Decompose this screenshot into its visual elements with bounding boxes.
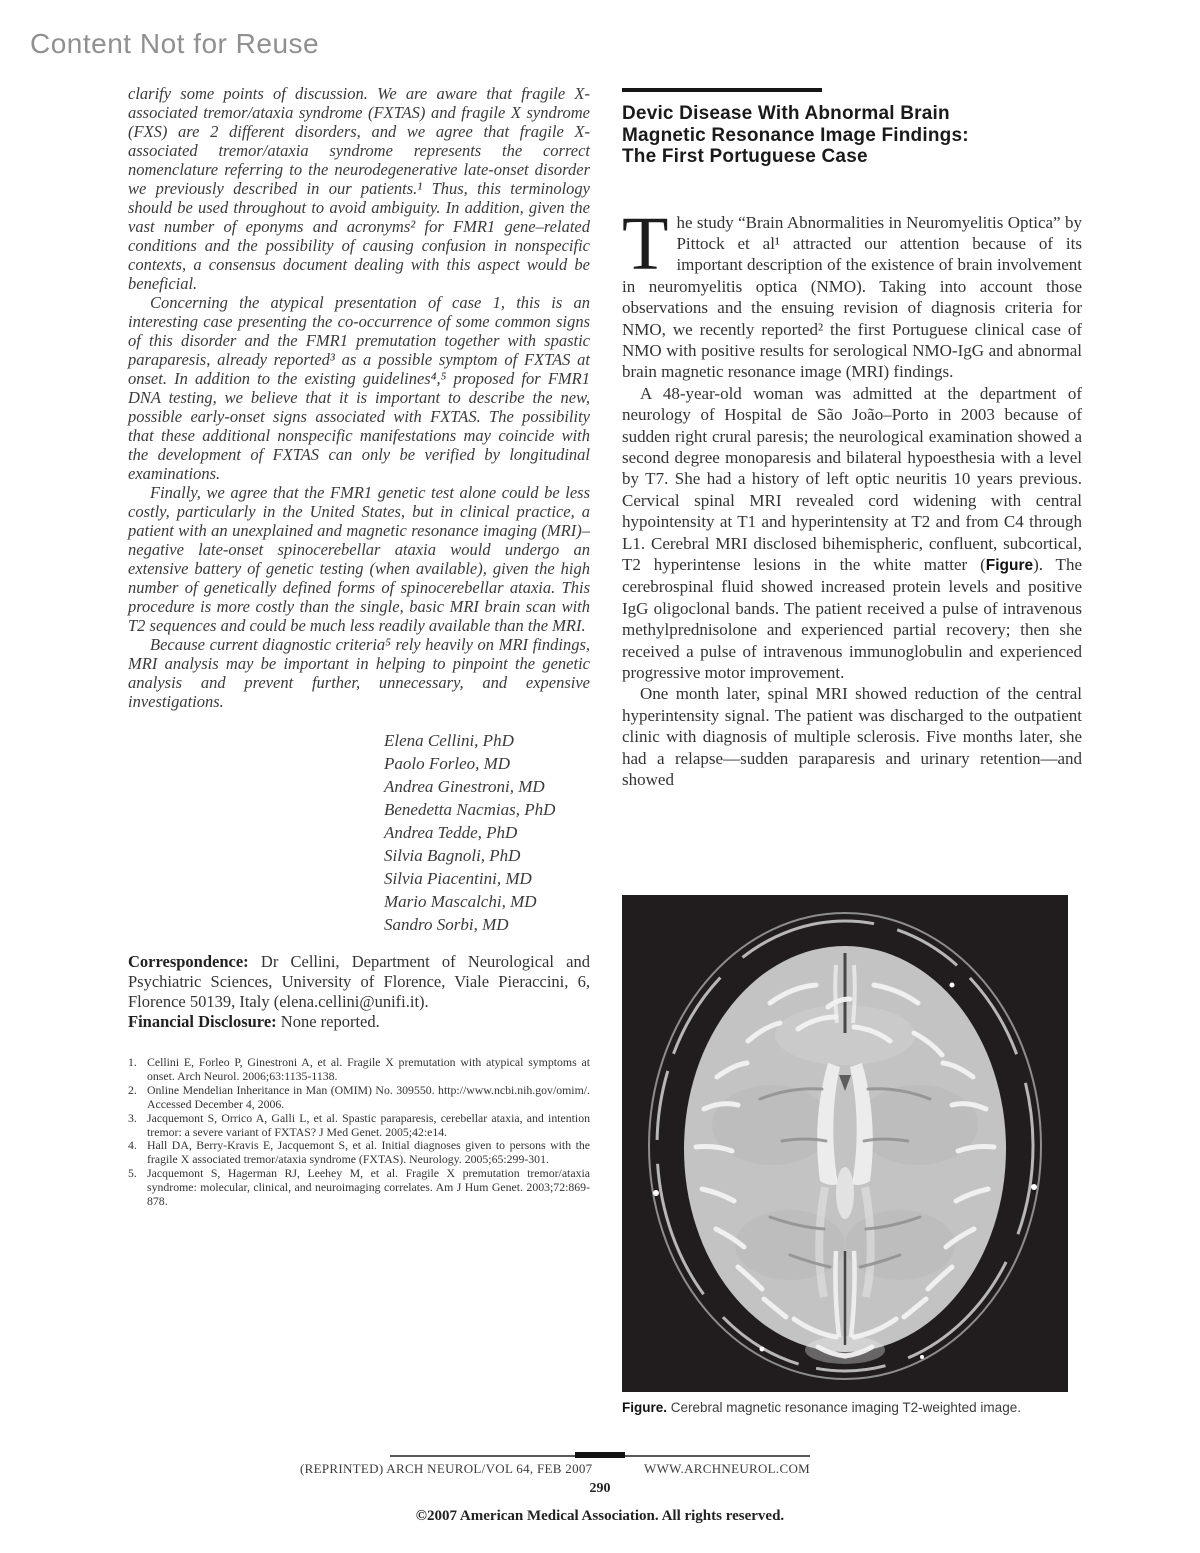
article-title: Devic Disease With Abnormal Brain Magnetic Resonance Image Findings: The First Portuguese Case bbox=[622, 103, 969, 167]
author-name: Benedetta Nacmias, PhD bbox=[384, 800, 556, 819]
reference-list bbox=[128, 1056, 590, 1209]
left-paragraph-1: clarify some points of discussion. We are aware that fragile X-associated tremor/ataxia syndrome (FXTAS) and fragile X syndrome (FXS) are 2 different disorders, and we agree that fragile X-associated tremor/ataxia syndrome represents the correct nomenclature referring to the neurodegenerative late-onset disorder we previously described in our patients.¹ Thus, this terminology should be used throughout to avoid ambiguity. In addition, given the vast number of eponyms and acronyms² for FMR1 gene–related conditions and the possibility of causing confusion in nonspecific contexts, a consensus document dealing with this aspect would be beneficial. bbox=[128, 84, 590, 293]
correspondence-text: Dr Cellini, Department of Neurological and Psychiatric Sciences, University of Florence, Viale Pieraccini, 6, Florence 50139, Italy (elena.cellini@unifi.it). bbox=[128, 952, 590, 1011]
reference-item bbox=[128, 1112, 590, 1140]
reference-text: Jacquemont S, Orrico A, Galli L, et al. Spastic paraparesis, cerebellar ataxia, and intention tremor: a severe variant of FXTAS? J Med Genet. 2005;42:e14. bbox=[147, 1110, 590, 1139]
drop-cap: T bbox=[622, 201, 669, 286]
followup-paragraph: One month later, spinal MRI showed reduction of the central hyperintensity signal. The patient was discharged to the outpatient clinic with diagnosis of multiple sclerosis. Five months later, she had a relapse—sudden paraparesis and urinary retention—and showed bbox=[622, 684, 1082, 790]
financial-disclosure-label: Financial Disclosure: bbox=[128, 1012, 277, 1031]
figure-caption bbox=[622, 1400, 1082, 1415]
content-not-for-reuse-watermark: Content Not for Reuse bbox=[30, 28, 320, 59]
mri-brain-image bbox=[622, 895, 1068, 1392]
figure-caption-label: Figure. bbox=[622, 1400, 668, 1415]
reference-text: Jacquemont S, Hagerman RJ, Leehey M, et al. Fragile X premutation tremor/ataxia syndrome: molecular, clinical, and neuroimaging correlates. Am J Hum Genet. 2003;72:869-878. bbox=[147, 1166, 590, 1209]
footer-rule-dark-segment bbox=[575, 1452, 625, 1458]
correspondence-block bbox=[128, 952, 590, 1032]
left-paragraph-2: Concerning the atypical presentation of case 1, this is an interesting case presenting the co-occurrence of some common signs of this disorder and the FMR1 premutation together with spastic paraparesis, already reported³ as a possible symptom of FXTAS at onset. In addition to the existing guidelines⁴,⁵ proposed for FMR1 DNA testing, we believe that it is important to describe the new, possible early-onset signs associated with FXTAS. The possibility that these additional nonspecific manifestations may coincide with the development of FXTAS can only be verified by longitudinal examinations. bbox=[128, 293, 590, 483]
page-number: 290 bbox=[589, 1481, 611, 1496]
reference-number: 1. bbox=[128, 1055, 137, 1069]
correspondence-label: Correspondence: bbox=[128, 952, 249, 971]
reference-item bbox=[128, 1139, 590, 1167]
case-text-after-figure: ). The cerebrospinal fluid showed increased protein levels and positive IgG oligoclonal bands. The patient received a pulse of intravenous methylprednisolone and experienced partial recovery; then she received a pulse of intravenous immunoglobulin and experienced progressive motor improvement. bbox=[622, 555, 1082, 683]
author-name: Andrea Tedde, PhD bbox=[384, 823, 518, 842]
author-name: Andrea Ginestroni, MD bbox=[384, 777, 545, 796]
right-column bbox=[622, 88, 1082, 790]
footer-rule bbox=[390, 1455, 810, 1457]
left-column bbox=[128, 84, 590, 1209]
left-paragraph-4: Because current diagnostic criteria⁵ rely heavily on MRI findings, MRI analysis may be important in helping to pinpoint the genetic analysis and prevent further, unnecessary, and expensive investigations. bbox=[128, 635, 590, 711]
reference-item bbox=[128, 1167, 590, 1209]
left-paragraph-3: Finally, we agree that the FMR1 genetic test alone could be less costly, particularly in the United States, but in clinical practice, a patient with an unexplained and magnetic resonance imaging (MRI)–negative late-onset spinocerebellar ataxia would undergo an extensive battery of genetic testing (when available), given the high number of genetically defined forms of spinocerebellar ataxia. This procedure is more costly than the single, basic MRI brain scan with T2 sequences and could be much less readily available than the MRI. bbox=[128, 483, 590, 635]
reference-number: 3. bbox=[128, 1110, 137, 1125]
figure-panel bbox=[622, 895, 1068, 1392]
reference-item bbox=[128, 1056, 590, 1084]
footer-website-text: WWW.ARCHNEUROL.COM bbox=[644, 1461, 810, 1476]
reference-item bbox=[128, 1084, 590, 1112]
case-text-before-figure: A 48-year-old woman was admitted at the department of neurology of Hospital de São João–Porto in 2003 because of sudden right crural paresis; the neurological examination showed a second degree monoparesis and bilateral hypoesthesia with a level by T7. She had a history of left optic neuritis 10 years previous. Cervical spinal MRI revealed cord widening with central hypointensity at T1 and hyperintensity at T2 and from C4 through L1. Cerebral MRI disclosed bihemispheric, confluent, subcortical, T2 hyperintense lesions in the white matter ( bbox=[622, 383, 1082, 574]
reference-number: 5. bbox=[128, 1166, 137, 1181]
figure-caption-text: Cerebral magnetic resonance imaging T2-weighted image. bbox=[667, 1400, 1021, 1415]
author-name: Paolo Forleo, MD bbox=[384, 754, 511, 773]
reference-number: 4. bbox=[128, 1138, 137, 1153]
intro-paragraph bbox=[622, 201, 1082, 383]
author-name: Silvia Bagnoli, PhD bbox=[384, 846, 521, 865]
section-divider-rule bbox=[622, 88, 822, 92]
reference-number: 2. bbox=[128, 1082, 137, 1097]
author-name: Elena Cellini, PhD bbox=[384, 731, 514, 750]
reference-text: Online Mendelian Inheritance in Man (OMIM) No. 309550. http://www.ncbi.nih.gov/omim/. Accessed December 4, 2006. bbox=[147, 1082, 590, 1111]
financial-disclosure-text: None reported. bbox=[276, 1012, 380, 1031]
reference-text: Hall DA, Berry-Kravis E, Jacquemont S, et al. Initial diagnoses given to persons with the fragile X associated tremor/ataxia syndrome (FXTAS). Neurology. 2005;65:299-301. bbox=[147, 1138, 590, 1167]
author-list bbox=[384, 729, 590, 936]
author-name: Sandro Sorbi, MD bbox=[384, 915, 509, 934]
reference-text: Cellini E, Forleo P, Ginestroni A, et al. Fragile X premutation with atypical symptoms at onset. Arch Neurol. 2006;63:1135-1138. bbox=[147, 1055, 590, 1083]
footer-journal-line bbox=[300, 1461, 810, 1477]
footer-reprinted-text: (REPRINTED) ARCH NEUROL/VOL 64, FEB 2007 bbox=[300, 1461, 593, 1476]
case-paragraph bbox=[622, 383, 1082, 684]
author-name: Mario Mascalchi, MD bbox=[384, 892, 537, 911]
copyright-line: ©2007 American Medical Association. All rights reserved. bbox=[415, 1508, 785, 1524]
figure-reference: Figure bbox=[985, 557, 1034, 574]
author-name: Silvia Piacentini, MD bbox=[384, 869, 532, 888]
intro-text: he study “Brain Abnormalities in Neuromyelitis Optica” by Pittock et al¹ attracted our attention because of its important description of the existence of brain involvement in neuromyelitis optica (NMO). Taking into account those observations and the ensuing revision of diagnosis criteria for NMO, we recently reported² the first Portuguese clinical case of NMO with positive results for serological NMO-IgG and abnormal brain magnetic resonance image (MRI) findings. bbox=[622, 212, 1082, 382]
